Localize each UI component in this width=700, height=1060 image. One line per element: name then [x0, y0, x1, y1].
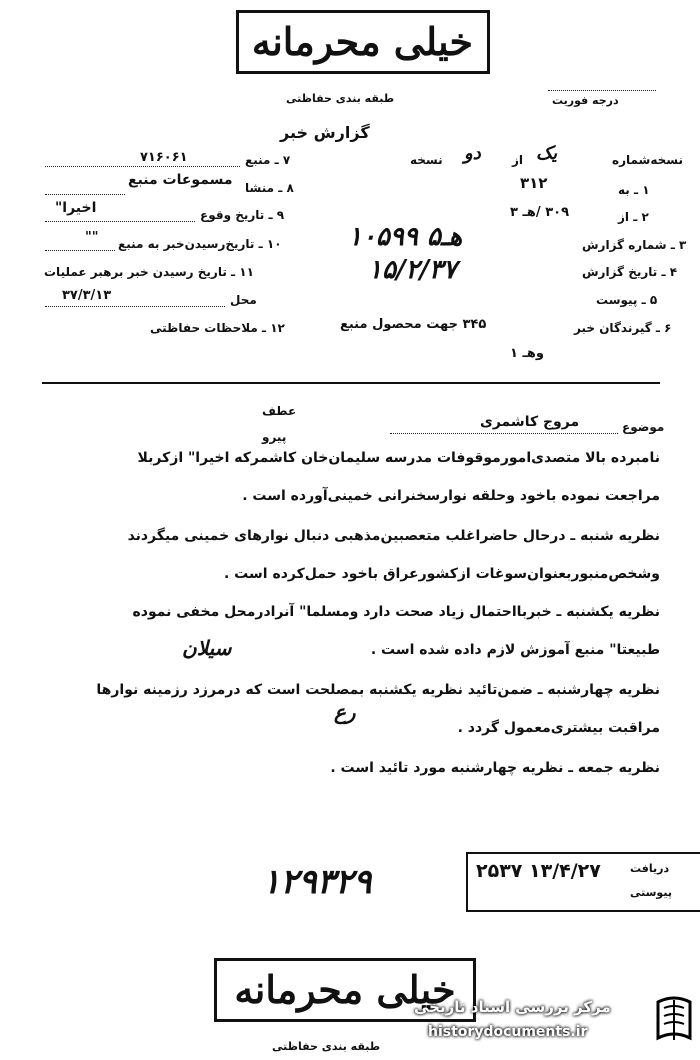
subject-dots [390, 433, 618, 434]
copy-suffix-label: نسخه [410, 153, 443, 167]
date-stamp-value: ۱۳/۴/۲۷ ۲۵۳۷ [476, 860, 601, 882]
recipients-label: ۶ ـ گیرندگان خبر [574, 321, 672, 335]
date-stamp [466, 852, 700, 912]
body-line: نظریه شنبه ـ درحال حاضراغلب متعصبین‌مذهبی دنبال نوارهای خمینی میگردند [127, 528, 660, 544]
copy-number-label: نسخه‌شماره [612, 153, 683, 167]
body-line: نامبرده بالا متصدی‌امورموقوفات مدرسه سلیمان‌خان کاشمرکه اخیرا" ازکربلا [137, 450, 660, 466]
date-stamp-label: پیوستی [630, 886, 672, 899]
field-to-value: ۳۱۲ [520, 174, 548, 192]
subject-label: موضوع [622, 420, 665, 434]
follow-label: پیرو [262, 430, 287, 444]
field-from-value: ۳۰۹ /هـ ۳ [510, 205, 570, 220]
body-line: مراجعت نموده باخود وحلقه نوارسخنرانی خمینی‌آورده است . [242, 488, 660, 504]
location-dots [45, 306, 225, 307]
watermark-url: historydocuments.ir [428, 1024, 588, 1040]
origin-value: مسموعات منبع [128, 172, 233, 188]
signature-mark: سیلان [182, 636, 232, 660]
news-to-source-value: "" [85, 230, 99, 245]
recipients-extra: وهـ ۱ [510, 346, 545, 361]
copy-number-value: یک [536, 143, 558, 164]
news-to-source-label: ۱۰ ـ تاریخ‌رسیدن‌خبر به منبع [118, 237, 282, 251]
body-line: طبیعتا" منبع آموزش لازم داده شده است . [370, 642, 660, 658]
ref-label: عطف [262, 404, 297, 418]
watermark-title: مرکز بررسی اسناد تاریخی [414, 998, 611, 1016]
report-number-value: ۱۰۵۹۹ هـ۵ [348, 222, 463, 252]
field-from-label: ۲ ـ از [618, 210, 649, 224]
copy-from-label: از [512, 153, 524, 167]
body-line: نظریه جمعه ـ نظریه چهارشنبه مورد تائید است . [330, 760, 660, 776]
bottom-classification-label: طبقه بندی حفاظتی [272, 1040, 381, 1053]
subject-value: مروج کاشمری [480, 414, 580, 430]
report-date-label: ۴ ـ تاریخ گزارش [582, 265, 678, 279]
priority-label: درجه فوریت [552, 94, 619, 107]
report-title: گزارش خبر [280, 123, 370, 142]
date-stamp-label: دریافت [630, 862, 670, 875]
event-date-label: ۹ ـ تاریخ وقوع [200, 208, 285, 222]
news-to-leader-label: ۱۱ ـ تاریخ رسیدن خبر برهبر عملیات [44, 265, 254, 279]
handwritten-number: ۱۲۹۳۲۹ [262, 862, 372, 902]
bottom-confidential-stamp: خیلی محرمانه [214, 958, 476, 1022]
body-line: وشخص‌منبور‌بعنوان‌سوغات ازکشورعراق باخود حمل‌کرده است . [223, 566, 660, 582]
body-line: نظریه چهارشنبه ـ ضمن‌تائید نظریه یکشنبه بمصلحت است که درمرزد رزمینه نوارها [96, 682, 660, 698]
recipients-value: ۳۴۵ جهت محصول منبع [340, 317, 487, 332]
attachment-label: ۵ ـ پیوست [596, 293, 658, 307]
news-to-source-dots [45, 250, 115, 251]
event-date-value: اخیرا" [55, 200, 97, 216]
separator-line [42, 382, 660, 384]
top-confidential-stamp: خیلی محرمانه [236, 10, 490, 74]
event-date-dots [45, 221, 195, 222]
priority-dots [548, 90, 656, 91]
classification-label: طبقه بندی حفاظتی [286, 92, 395, 105]
body-line: مراقبت بیشتری‌معمول گردد . [457, 720, 660, 736]
location-value: ۳۷/۳/۱۳ [62, 288, 112, 303]
source-dots [45, 166, 240, 167]
signature-mark: رع [334, 700, 356, 724]
origin-label: ۸ ـ منشا [245, 181, 294, 195]
origin-dots [45, 194, 125, 195]
watermark-logo-icon [650, 992, 698, 1050]
body-line: نظریه یکشنبه ـ خبربا‌احتمال زیاد صحت دارد ومسلما" آنرادرمحل مخفی نموده [132, 604, 660, 620]
report-date-value: ۱۵/۲/۳۷ [368, 255, 457, 285]
source-value: ۷۱۶۰۶۱ [140, 150, 188, 165]
field-to-label: ۱ ـ به [618, 183, 650, 197]
watermark [414, 990, 700, 1054]
copy-total-value: دو [464, 143, 481, 164]
remarks-label: ۱۲ ـ ملاحظات حفاظتی [150, 321, 285, 335]
location-label: محل [230, 293, 257, 307]
report-number-label: ۳ ـ شماره گزارش [582, 238, 687, 252]
source-label: ۷ ـ منبع [245, 153, 291, 167]
